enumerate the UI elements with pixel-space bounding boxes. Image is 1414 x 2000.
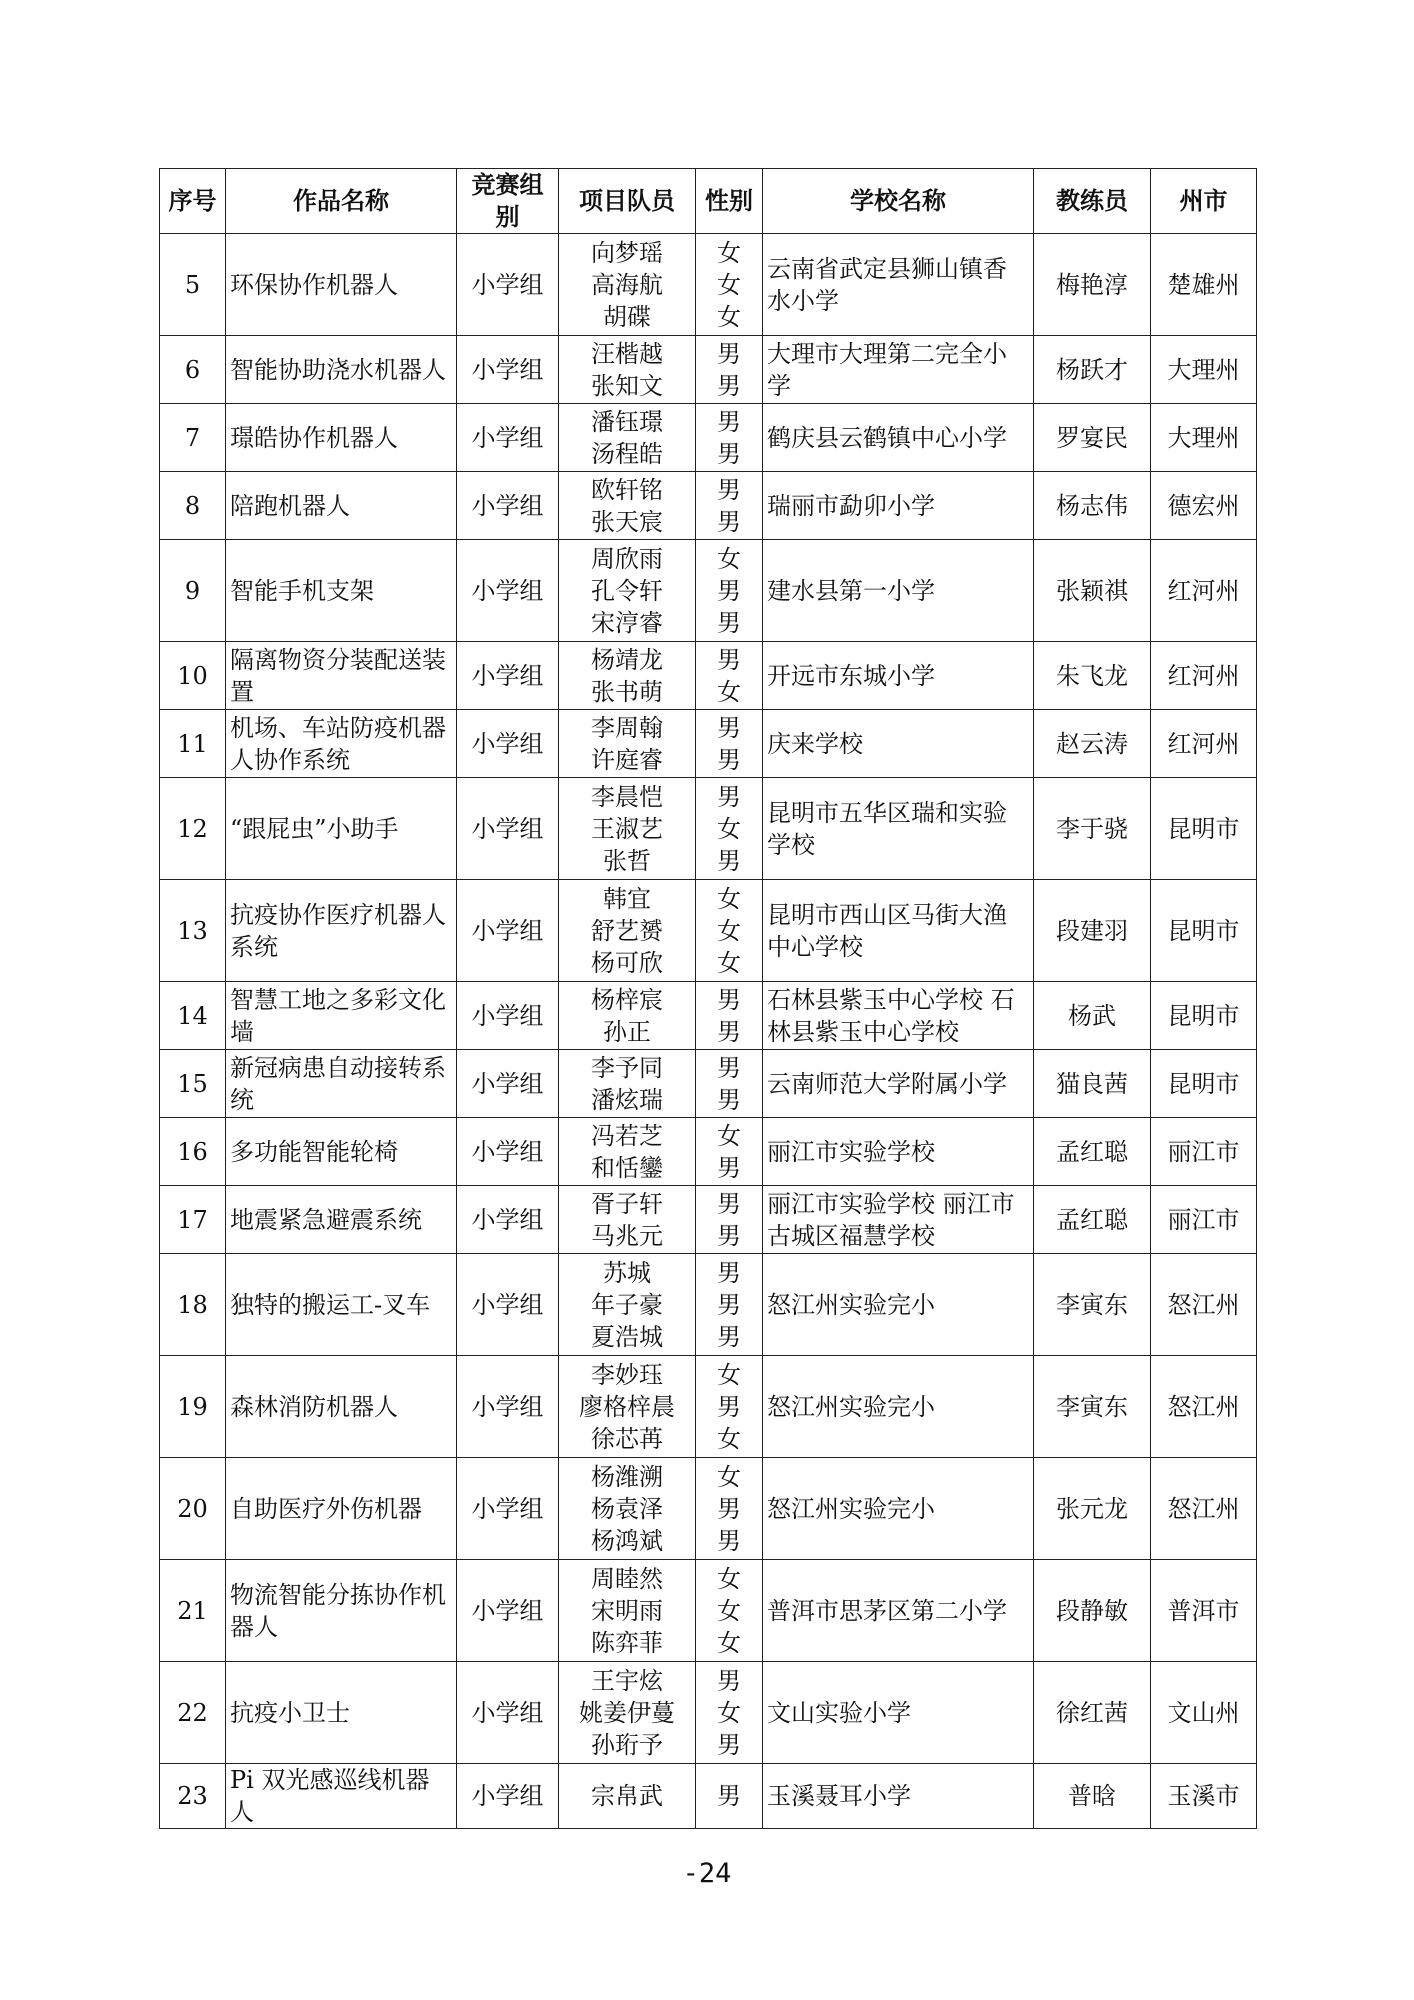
competition-group: 小学组 xyxy=(457,1050,559,1118)
competition-group: 小学组 xyxy=(457,1764,559,1829)
member-genders-line: 女 xyxy=(717,1121,741,1150)
city-name: 怒江州 xyxy=(1151,1458,1257,1560)
row-number: 23 xyxy=(160,1764,226,1829)
competition-group: 小学组 xyxy=(457,710,559,778)
school-name: 开远市东城小学 xyxy=(763,642,1034,710)
row-number: 18 xyxy=(160,1254,226,1356)
coach-name: 猫良茜 xyxy=(1034,1050,1151,1118)
member-genders-line: 女 xyxy=(717,1462,741,1491)
coach-name: 孟红聪 xyxy=(1034,1118,1151,1186)
competition-group: 小学组 xyxy=(457,234,559,336)
team-members-line: 杨靖龙 xyxy=(591,645,663,674)
team-members xyxy=(559,1764,696,1829)
team-members xyxy=(559,982,696,1050)
team-members xyxy=(559,1560,696,1662)
member-genders-line: 女 xyxy=(717,1360,741,1389)
team-members-line: 李予同 xyxy=(591,1053,663,1082)
team-members-line: 姚姜伊蔓 xyxy=(579,1698,675,1727)
member-genders-line: 男 xyxy=(717,1494,741,1523)
team-members-line: 向梦瑶 xyxy=(591,238,663,267)
member-genders xyxy=(696,1050,763,1118)
team-members-line: 和恬鑾 xyxy=(591,1153,663,1182)
row-number: 22 xyxy=(160,1662,226,1764)
coach-name: 李于骁 xyxy=(1034,778,1151,880)
team-members-line: 李周翰 xyxy=(591,713,663,742)
city-name: 文山州 xyxy=(1151,1662,1257,1764)
team-members-line: 潘炫瑞 xyxy=(591,1085,663,1114)
table-row xyxy=(160,778,1257,880)
work-name: 璟皓协作机器人 xyxy=(226,404,457,472)
team-members-line: 李晨恺 xyxy=(591,782,663,811)
team-members xyxy=(559,1356,696,1458)
member-genders-line: 女 xyxy=(717,884,741,913)
school-name: 昆明市西山区马街大渔中心学校 xyxy=(763,880,1034,982)
member-genders-line: 男 xyxy=(717,1290,741,1319)
row-number: 11 xyxy=(160,710,226,778)
team-members-line: 孔令轩 xyxy=(591,576,663,605)
team-members-line: 汪楷越 xyxy=(591,339,663,368)
city-name: 丽江市 xyxy=(1151,1118,1257,1186)
member-genders-line: 男 xyxy=(717,1526,741,1555)
member-genders xyxy=(696,540,763,642)
team-members-line: 胡碟 xyxy=(603,302,651,331)
team-members xyxy=(559,710,696,778)
team-members-line: 宋涥睿 xyxy=(591,608,663,637)
team-members-line: 杨袁泽 xyxy=(591,1494,663,1523)
member-genders-line: 女 xyxy=(717,238,741,267)
team-members-line: 李妙珏 xyxy=(591,1360,663,1389)
work-name: 新冠病患自动接转系统 xyxy=(226,1050,457,1118)
member-genders-line: 男 xyxy=(717,645,741,674)
member-genders-line: 男 xyxy=(717,1053,741,1082)
city-name: 普洱市 xyxy=(1151,1560,1257,1662)
member-genders-line: 男 xyxy=(717,985,741,1014)
school-name: 大理市大理第二完全小学 xyxy=(763,336,1034,404)
team-members-line: 杨可欣 xyxy=(591,948,663,977)
city-name: 红河州 xyxy=(1151,642,1257,710)
school-name: 怒江州实验完小 xyxy=(763,1254,1034,1356)
team-members-line: 宋明雨 xyxy=(591,1596,663,1625)
row-number: 6 xyxy=(160,336,226,404)
page-number: -24 xyxy=(682,1858,732,1889)
city-name: 楚雄州 xyxy=(1151,234,1257,336)
team-members-line: 苏城 xyxy=(603,1258,651,1287)
work-name: 隔离物资分装配送装置 xyxy=(226,642,457,710)
competition-group: 小学组 xyxy=(457,778,559,880)
coach-name: 李寅东 xyxy=(1034,1356,1151,1458)
coach-name: 杨武 xyxy=(1034,982,1151,1050)
school-name: 建水县第一小学 xyxy=(763,540,1034,642)
member-genders-line: 男 xyxy=(717,576,741,605)
row-number: 8 xyxy=(160,472,226,540)
member-genders-line: 男 xyxy=(717,339,741,368)
member-genders-line: 男 xyxy=(717,439,741,468)
coach-name: 孟红聪 xyxy=(1034,1186,1151,1254)
team-members-line: 舒艺赟 xyxy=(591,916,663,945)
team-members-line: 许庭睿 xyxy=(591,745,663,774)
table-row xyxy=(160,1186,1257,1254)
member-genders-line: 女 xyxy=(717,544,741,573)
member-genders-line: 男 xyxy=(717,1221,741,1250)
member-genders-line: 男 xyxy=(717,713,741,742)
work-name: 陪跑机器人 xyxy=(226,472,457,540)
table-row xyxy=(160,1356,1257,1458)
school-name: 丽江市实验学校 xyxy=(763,1118,1034,1186)
competition-group: 小学组 xyxy=(457,1254,559,1356)
member-genders xyxy=(696,642,763,710)
team-members xyxy=(559,336,696,404)
row-number: 5 xyxy=(160,234,226,336)
competition-group: 小学组 xyxy=(457,1118,559,1186)
table-row xyxy=(160,982,1257,1050)
city-name: 大理州 xyxy=(1151,336,1257,404)
work-name: 森林消防机器人 xyxy=(226,1356,457,1458)
table-row xyxy=(160,1050,1257,1118)
results-table xyxy=(159,168,1257,1829)
member-genders-line: 男 xyxy=(717,371,741,400)
team-members-line: 杨鸿斌 xyxy=(591,1526,663,1555)
member-genders-line: 女 xyxy=(717,1698,741,1727)
competition-group: 小学组 xyxy=(457,1186,559,1254)
member-genders-line: 男 xyxy=(717,1017,741,1046)
team-members xyxy=(559,234,696,336)
team-members-line: 廖格梓晨 xyxy=(579,1392,675,1421)
team-members xyxy=(559,404,696,472)
competition-group: 小学组 xyxy=(457,1356,559,1458)
work-name: “跟屁虫”小助手 xyxy=(226,778,457,880)
row-number: 20 xyxy=(160,1458,226,1560)
member-genders-line: 女 xyxy=(717,1628,741,1657)
school-name: 鹤庆县云鹤镇中心小学 xyxy=(763,404,1034,472)
table-row xyxy=(160,336,1257,404)
member-genders-line: 男 xyxy=(717,1189,741,1218)
table-row xyxy=(160,404,1257,472)
table-row xyxy=(160,1254,1257,1356)
team-members-line: 周睦然 xyxy=(591,1564,663,1593)
member-genders-line: 男 xyxy=(717,1782,741,1810)
coach-name: 朱飞龙 xyxy=(1034,642,1151,710)
school-name: 玉溪聂耳小学 xyxy=(763,1764,1034,1829)
work-name: 环保协作机器人 xyxy=(226,234,457,336)
row-number: 10 xyxy=(160,642,226,710)
team-members xyxy=(559,1118,696,1186)
member-genders xyxy=(696,982,763,1050)
member-genders-line: 女 xyxy=(717,302,741,331)
competition-group: 小学组 xyxy=(457,642,559,710)
coach-name: 段静敏 xyxy=(1034,1560,1151,1662)
member-genders xyxy=(696,1764,763,1829)
team-members-line: 冯若芝 xyxy=(591,1121,663,1150)
team-members-line: 孙珩予 xyxy=(591,1730,663,1759)
team-members-line: 张哲 xyxy=(603,846,651,875)
team-members xyxy=(559,1186,696,1254)
header-cell: 州市 xyxy=(1151,169,1257,234)
work-name: Pi 双光感巡线机器人 xyxy=(226,1764,457,1829)
header-cell: 性别 xyxy=(696,169,763,234)
member-genders xyxy=(696,404,763,472)
school-name: 石林县紫玉中心学校 石林县紫玉中心学校 xyxy=(763,982,1034,1050)
team-members-line: 夏浩城 xyxy=(591,1322,663,1351)
work-name: 自助医疗外伤机器 xyxy=(226,1458,457,1560)
team-members-line: 张书萌 xyxy=(591,677,663,706)
team-members-line: 韩宜 xyxy=(603,884,651,913)
team-members xyxy=(559,880,696,982)
city-name: 昆明市 xyxy=(1151,1050,1257,1118)
city-name: 红河州 xyxy=(1151,540,1257,642)
team-members-line: 欧轩铭 xyxy=(591,475,663,504)
competition-group: 小学组 xyxy=(457,1458,559,1560)
row-number: 15 xyxy=(160,1050,226,1118)
member-genders-line: 男 xyxy=(717,745,741,774)
city-name: 丽江市 xyxy=(1151,1186,1257,1254)
header-cell: 竞赛组别 xyxy=(457,169,559,234)
team-members-line: 杨潍溯 xyxy=(591,1462,663,1491)
competition-group: 小学组 xyxy=(457,404,559,472)
competition-group: 小学组 xyxy=(457,880,559,982)
school-name: 普洱市思茅区第二小学 xyxy=(763,1560,1034,1662)
city-name: 怒江州 xyxy=(1151,1356,1257,1458)
member-genders xyxy=(696,1662,763,1764)
coach-name: 李寅东 xyxy=(1034,1254,1151,1356)
competition-group: 小学组 xyxy=(457,982,559,1050)
school-name: 昆明市五华区瑞和实验学校 xyxy=(763,778,1034,880)
coach-name: 段建羽 xyxy=(1034,880,1151,982)
member-genders-line: 男 xyxy=(717,1153,741,1182)
team-members-line: 潘钰璟 xyxy=(591,407,663,436)
team-members-line: 徐芯苒 xyxy=(591,1424,663,1453)
team-members xyxy=(559,1662,696,1764)
coach-name: 杨志伟 xyxy=(1034,472,1151,540)
team-members-line: 王宇炫 xyxy=(591,1666,663,1695)
team-members xyxy=(559,540,696,642)
coach-name: 张颖祺 xyxy=(1034,540,1151,642)
work-name: 机场、车站防疫机器人协作系统 xyxy=(226,710,457,778)
member-genders-line: 女 xyxy=(717,916,741,945)
team-members-line: 汤程皓 xyxy=(591,439,663,468)
member-genders-line: 男 xyxy=(717,1258,741,1287)
table-row xyxy=(160,1458,1257,1560)
member-genders-line: 男 xyxy=(717,608,741,637)
coach-name: 普晗 xyxy=(1034,1764,1151,1829)
table-row xyxy=(160,1764,1257,1829)
member-genders-line: 男 xyxy=(717,782,741,811)
competition-group: 小学组 xyxy=(457,336,559,404)
competition-group: 小学组 xyxy=(457,1662,559,1764)
header-cell: 序号 xyxy=(160,169,226,234)
team-members-line: 张知文 xyxy=(591,371,663,400)
table-row xyxy=(160,472,1257,540)
school-name: 庆来学校 xyxy=(763,710,1034,778)
work-name: 抗疫小卫士 xyxy=(226,1662,457,1764)
city-name: 红河州 xyxy=(1151,710,1257,778)
header-cell: 学校名称 xyxy=(763,169,1034,234)
team-members xyxy=(559,642,696,710)
city-name: 昆明市 xyxy=(1151,880,1257,982)
member-genders-line: 女 xyxy=(717,1596,741,1625)
team-members-line: 张天宸 xyxy=(591,507,663,536)
work-name: 智能手机支架 xyxy=(226,540,457,642)
table-row xyxy=(160,1118,1257,1186)
work-name: 智慧工地之多彩文化墙 xyxy=(226,982,457,1050)
team-members-line: 王淑艺 xyxy=(591,814,663,843)
team-members xyxy=(559,1050,696,1118)
member-genders-line: 男 xyxy=(717,1392,741,1421)
member-genders-line: 女 xyxy=(717,814,741,843)
coach-name: 杨跃才 xyxy=(1034,336,1151,404)
member-genders-line: 男 xyxy=(717,475,741,504)
city-name: 昆明市 xyxy=(1151,778,1257,880)
city-name: 玉溪市 xyxy=(1151,1764,1257,1829)
city-name: 德宏州 xyxy=(1151,472,1257,540)
member-genders-line: 男 xyxy=(717,1730,741,1759)
team-members-line: 胥子轩 xyxy=(591,1189,663,1218)
header-cell: 作品名称 xyxy=(226,169,457,234)
city-name: 怒江州 xyxy=(1151,1254,1257,1356)
header-row xyxy=(160,169,1257,234)
work-name: 多功能智能轮椅 xyxy=(226,1118,457,1186)
row-number: 17 xyxy=(160,1186,226,1254)
member-genders-line: 女 xyxy=(717,948,741,977)
table-row xyxy=(160,710,1257,778)
team-members-line: 周欣雨 xyxy=(591,544,663,573)
member-genders-line: 男 xyxy=(717,1085,741,1114)
row-number: 21 xyxy=(160,1560,226,1662)
member-genders-line: 女 xyxy=(717,1564,741,1593)
team-members-line: 孙正 xyxy=(603,1017,651,1046)
member-genders-line: 男 xyxy=(717,507,741,536)
team-members xyxy=(559,472,696,540)
member-genders xyxy=(696,880,763,982)
member-genders xyxy=(696,336,763,404)
member-genders xyxy=(696,234,763,336)
school-name: 云南省武定县狮山镇香水小学 xyxy=(763,234,1034,336)
table-row xyxy=(160,234,1257,336)
team-members-line: 马兆元 xyxy=(591,1221,663,1250)
work-name: 地震紧急避震系统 xyxy=(226,1186,457,1254)
table-row xyxy=(160,642,1257,710)
member-genders-line: 女 xyxy=(717,1424,741,1453)
member-genders xyxy=(696,1356,763,1458)
member-genders xyxy=(696,1118,763,1186)
team-members xyxy=(559,1458,696,1560)
row-number: 13 xyxy=(160,880,226,982)
coach-name: 梅艳淳 xyxy=(1034,234,1151,336)
school-name: 文山实验小学 xyxy=(763,1662,1034,1764)
member-genders xyxy=(696,1186,763,1254)
team-members-line: 陈弈菲 xyxy=(591,1628,663,1657)
school-name: 怒江州实验完小 xyxy=(763,1356,1034,1458)
school-name: 瑞丽市勐卯小学 xyxy=(763,472,1034,540)
team-members-line: 年子豪 xyxy=(591,1290,663,1319)
team-members-line: 高海航 xyxy=(591,270,663,299)
team-members xyxy=(559,1254,696,1356)
member-genders xyxy=(696,1254,763,1356)
row-number: 16 xyxy=(160,1118,226,1186)
row-number: 14 xyxy=(160,982,226,1050)
school-name: 丽江市实验学校 丽江市古城区福慧学校 xyxy=(763,1186,1034,1254)
coach-name: 罗宴民 xyxy=(1034,404,1151,472)
row-number: 19 xyxy=(160,1356,226,1458)
member-genders-line: 男 xyxy=(717,407,741,436)
team-members xyxy=(559,778,696,880)
member-genders xyxy=(696,778,763,880)
row-number: 7 xyxy=(160,404,226,472)
member-genders xyxy=(696,710,763,778)
header-cell: 项目队员 xyxy=(559,169,696,234)
coach-name: 赵云涛 xyxy=(1034,710,1151,778)
member-genders-line: 女 xyxy=(717,270,741,299)
team-members-line: 杨梓宸 xyxy=(591,985,663,1014)
member-genders-line: 女 xyxy=(717,677,741,706)
row-number: 12 xyxy=(160,778,226,880)
city-name: 大理州 xyxy=(1151,404,1257,472)
work-name: 智能协助浇水机器人 xyxy=(226,336,457,404)
coach-name: 徐红茜 xyxy=(1034,1662,1151,1764)
work-name: 抗疫协作医疗机器人系统 xyxy=(226,880,457,982)
table-row xyxy=(160,540,1257,642)
city-name: 昆明市 xyxy=(1151,982,1257,1050)
member-genders-line: 男 xyxy=(717,846,741,875)
competition-group: 小学组 xyxy=(457,540,559,642)
member-genders xyxy=(696,472,763,540)
member-genders-line: 男 xyxy=(717,1666,741,1695)
school-name: 云南师范大学附属小学 xyxy=(763,1050,1034,1118)
member-genders-line: 男 xyxy=(717,1322,741,1351)
table-row xyxy=(160,1662,1257,1764)
competition-group: 小学组 xyxy=(457,472,559,540)
competition-group: 小学组 xyxy=(457,1560,559,1662)
member-genders xyxy=(696,1560,763,1662)
member-genders xyxy=(696,1458,763,1560)
team-members-line: 宗帛武 xyxy=(591,1782,663,1810)
table-row xyxy=(160,1560,1257,1662)
school-name: 怒江州实验完小 xyxy=(763,1458,1034,1560)
work-name: 独特的搬运工-叉车 xyxy=(226,1254,457,1356)
work-name: 物流智能分拣协作机器人 xyxy=(226,1560,457,1662)
row-number: 9 xyxy=(160,540,226,642)
table-row xyxy=(160,880,1257,982)
header-cell: 教练员 xyxy=(1034,169,1151,234)
coach-name: 张元龙 xyxy=(1034,1458,1151,1560)
